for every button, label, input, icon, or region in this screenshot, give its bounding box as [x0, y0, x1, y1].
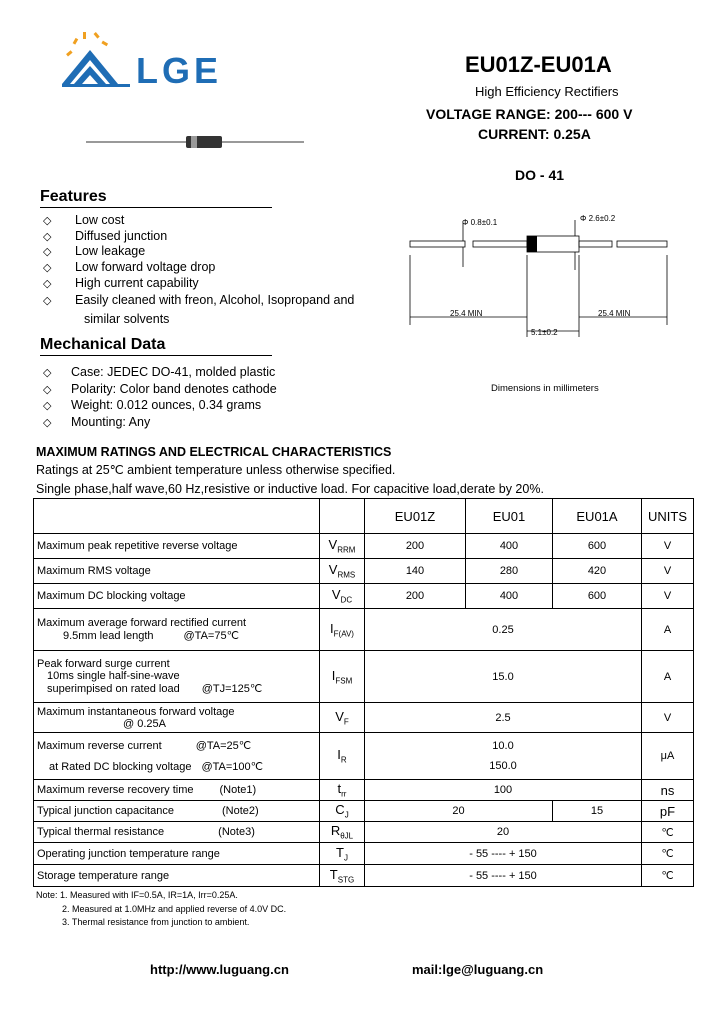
current-rating: CURRENT: 0.25A — [478, 126, 591, 142]
col-header: UNITS — [642, 499, 694, 534]
diamond-bullet-icon: ◇ — [43, 417, 52, 429]
mechanical-title: Mechanical Data — [40, 336, 272, 356]
dimension-drawing — [405, 205, 675, 345]
cell-unit: ℃ — [642, 822, 694, 843]
note-1: Note: 1. Measured with IF=0.5A, IR=1A, Irr=0.25A. — [36, 890, 238, 900]
diamond-bullet-icon: ◇ — [43, 246, 52, 258]
cell-value: 200 — [365, 584, 466, 609]
package-name: DO - 41 — [515, 167, 565, 183]
cell-value: 20 — [365, 801, 553, 822]
param-label: Peak forward surge current 10ms single half-sine-wave superimpised on rated load @TJ=125℃ — [34, 651, 320, 703]
param-symbol: $C_J$ — [320, 801, 365, 822]
param-label: Operating junction temperature range — [34, 843, 320, 865]
page-title: EU01Z-EU01A — [465, 52, 612, 77]
cell-unit: V — [642, 534, 694, 559]
cell-value: 200 — [365, 534, 466, 559]
param-label: Maximum RMS voltage — [34, 559, 320, 584]
feature-item: ◇ Low forward voltage drop — [43, 260, 216, 274]
diamond-bullet-icon: ◇ — [43, 215, 52, 227]
table-row — [34, 780, 694, 801]
table-row — [34, 865, 694, 887]
param-symbol: $T_J$ — [320, 843, 365, 865]
table-row — [34, 584, 694, 609]
feature-item: ◇ Easily cleaned with freon, Alcohol, Isopropand and — [43, 293, 355, 307]
cell-unit: pF — [642, 801, 694, 822]
table-row — [34, 822, 694, 843]
subtitle: High Efficiency Rectifiers — [475, 84, 619, 99]
feature-item: ◇ Low cost — [43, 213, 125, 227]
mechanical-item: ◇ Mounting: Any — [43, 415, 151, 429]
param-label: Typical junction capacitance (Note2) — [34, 801, 320, 822]
cell-value: 10.0 150.0 — [365, 733, 642, 780]
param-label: Typical thermal resistance (Note3) — [34, 822, 320, 843]
diamond-bullet-icon: ◇ — [43, 384, 52, 396]
cell-unit: V — [642, 703, 694, 733]
feature-item: ◇ Low leakage — [43, 244, 146, 258]
diamond-bullet-icon: ◇ — [43, 278, 52, 290]
email-link[interactable]: mail:lge@luguang.cn — [412, 962, 544, 977]
cell-value: 280 — [466, 559, 553, 584]
logo-text: LGE — [136, 50, 223, 91]
body-length: 5.1±0.2 — [531, 328, 558, 337]
param-label: Maximum reverse recovery time (Note1) — [34, 780, 320, 801]
cell-value: 15.0 — [365, 651, 642, 703]
cell-unit: A — [642, 651, 694, 703]
table-row — [34, 651, 694, 703]
param-label: Maximum reverse current @TA=25℃ at Rated DC blocking voltage @TA=100℃ — [34, 733, 320, 780]
cell-value: 2.5 — [365, 703, 642, 733]
param-label: Storage temperature range — [34, 865, 320, 887]
diamond-bullet-icon: ◇ — [43, 262, 52, 274]
diamond-bullet-icon: ◇ — [43, 367, 52, 379]
body-diameter: Φ 2.6±0.2 — [580, 214, 616, 223]
col-header: EU01 — [466, 499, 553, 534]
cell-value: 400 — [466, 584, 553, 609]
param-symbol: $I_R$ — [320, 733, 365, 780]
table-row — [34, 559, 694, 584]
lead-length-right: 25.4 MIN — [598, 309, 631, 318]
param-label: Maximum average forward rectified current 9.5mm lead length @TA=75℃ — [34, 609, 320, 651]
table-row — [34, 609, 694, 651]
table-row — [34, 534, 694, 559]
param-symbol: $V_{RRM}$ — [320, 534, 365, 559]
param-symbol: $I_{F(AV)}$ — [320, 609, 365, 651]
table-row — [34, 703, 694, 733]
characteristics-table — [33, 498, 694, 887]
mechanical-item: ◇ Weight: 0.012 ounces, 0.34 grams — [43, 398, 262, 412]
param-symbol: $R_{\theta JL}$ — [320, 822, 365, 843]
lead-length-left: 25.4 MIN — [450, 309, 483, 318]
col-header: EU01Z — [365, 499, 466, 534]
cell-value: - 55 ---- + 150 — [365, 843, 642, 865]
feature-item: ◇ High current capability — [43, 276, 199, 290]
table-row — [34, 843, 694, 865]
feature-item: ◇ Diffused junction — [43, 229, 168, 243]
lead-diameter: Φ 0.8±0.1 — [462, 218, 498, 227]
cell-unit: ns — [642, 780, 694, 801]
cell-unit: μA — [642, 733, 694, 780]
ratings-condition-2: Single phase,half wave,60 Hz,resistive or inductive load. For capacitive load,derate by 20%. — [36, 482, 544, 496]
param-label: Maximum instantaneous forward voltage @ 0.25A — [34, 703, 320, 733]
param-symbol: $t_{rr}$ — [320, 780, 365, 801]
cell-unit: A — [642, 609, 694, 651]
note-3: 3. Thermal resistance from junction to ambient. — [62, 917, 250, 927]
ratings-condition-1: Ratings at 25℃ ambient temperature unless otherwise specified. — [36, 463, 396, 477]
mechanical-item: ◇ Case: JEDEC DO-41, molded plastic — [43, 365, 276, 379]
cell-value: 600 — [553, 534, 642, 559]
cell-value: 100 — [365, 780, 642, 801]
mechanical-item: ◇ Polarity: Color band denotes cathode — [43, 382, 277, 396]
param-label: Maximum peak repetitive reverse voltage — [34, 534, 320, 559]
table-row — [34, 733, 694, 780]
note-2: 2. Measured at 1.0MHz and applied reverse of 4.0V DC. — [62, 904, 287, 914]
param-label: Maximum DC blocking voltage — [34, 584, 320, 609]
features-title: Features — [40, 188, 272, 208]
cell-unit: ℃ — [642, 843, 694, 865]
diode-image — [86, 132, 304, 152]
cell-unit: ℃ — [642, 865, 694, 887]
param-symbol: $V_{DC}$ — [320, 584, 365, 609]
diamond-bullet-icon: ◇ — [43, 295, 52, 307]
ratings-heading: MAXIMUM RATINGS AND ELECTRICAL CHARACTERISTICS — [36, 445, 392, 459]
cell-value: 600 — [553, 584, 642, 609]
table-header-row — [34, 499, 694, 534]
cell-value: - 55 ---- + 150 — [365, 865, 642, 887]
cell-value: 140 — [365, 559, 466, 584]
col-header: EU01A — [553, 499, 642, 534]
param-symbol: $I_{FSM}$ — [320, 651, 365, 703]
cell-value: 15 — [553, 801, 642, 822]
cell-unit: V — [642, 559, 694, 584]
website-link[interactable]: http://www.luguang.cn — [150, 962, 289, 977]
cell-value: 20 — [365, 822, 642, 843]
dimension-caption: Dimensions in millimeters — [491, 383, 599, 394]
param-symbol: $T_{STG}$ — [320, 865, 365, 887]
cell-value: 420 — [553, 559, 642, 584]
param-symbol: $V_{RMS}$ — [320, 559, 365, 584]
cell-value: 400 — [466, 534, 553, 559]
voltage-range: VOLTAGE RANGE: 200--- 600 V — [426, 106, 633, 122]
cell-unit: V — [642, 584, 694, 609]
diamond-bullet-icon: ◇ — [43, 400, 52, 412]
lge-logo-icon — [60, 28, 140, 90]
table-row — [34, 801, 694, 822]
param-symbol: $V_F$ — [320, 703, 365, 733]
cell-value: 0.25 — [365, 609, 642, 651]
diamond-bullet-icon: ◇ — [43, 231, 52, 243]
feature-item-continued: similar solvents — [84, 312, 170, 326]
